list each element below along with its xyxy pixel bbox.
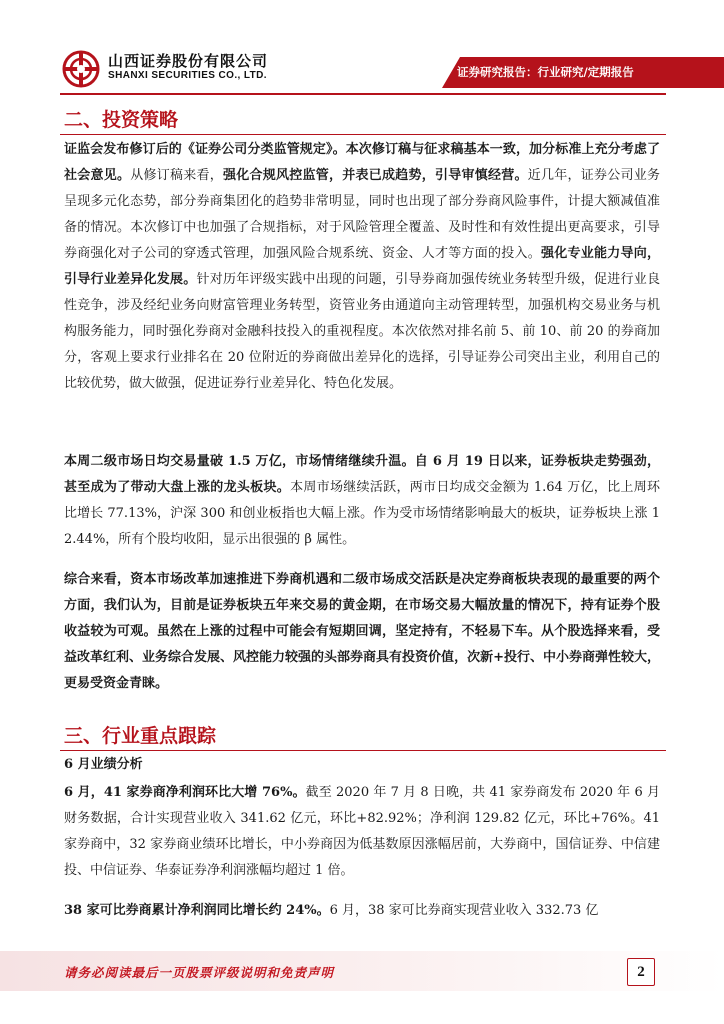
page-header	[0, 0, 724, 100]
section-heading-tracking: 三、行业重点跟踪	[64, 725, 217, 747]
footer-disclaimer: 请务必阅读最后一页股票评级说明和免责声明	[64, 965, 335, 980]
paragraph-regulation	[64, 137, 660, 397]
text-bold: 本周二级市场日均交易量破 1.5 万亿，市场情绪继续升温。自 6 月 19 日以来，证券板块走势强劲，甚至成为了带动大盘上涨的龙头板块。	[64, 454, 660, 495]
text-bold: 38 家可比券商累计净利润同比增长约 24%。	[64, 903, 330, 918]
shanxi-securities-logo-icon	[60, 48, 102, 90]
header-divider	[60, 93, 666, 95]
section-divider	[60, 750, 666, 751]
text: 从修订稿来看，	[130, 168, 223, 183]
company-name-en: SHANXI SECURITIES CO., LTD.	[108, 70, 267, 81]
company-name-cn: 山西证券股份有限公司	[108, 52, 269, 70]
text-bold: 综合来看，资本市场改革加速推进下券商机遇和二级市场成交活跃是决定券商板块表现的最重要的两个方面，我们认为，目前是证券板块五年来交易的黄金期，在市场交易大幅放量的情况下，持有证券个股收益较为可观。虽然在上涨的过程中可能会有短期回调，坚定持有，不轻易下车。从个股选择来看，受益改革红利、业务综合发展、风控能力较强的头部券商具有投资价值，次新+投行、中小券商弹性较大，更易受资金青睐。	[64, 572, 660, 691]
paragraph-june-monthly	[64, 780, 660, 884]
text: 6 月，38 家可比券商实现营业收入 332.73 亿	[329, 903, 599, 918]
text-bold: 强化合规风控监管，并表已成趋势，引导审慎经营。	[223, 168, 528, 183]
section-heading-strategy: 二、投资策略	[64, 109, 179, 131]
paragraph-cumulative	[64, 898, 660, 924]
text: 截至 2020 年 7 月 8 日晚，共 41 家券商发布 2020 年 6 月财务数据，合计实现营业收入 341.62 亿元，环比+82.92%；净利润 129.82 亿元，环比+76%。41 家券商中，32 家券商业绩环比增长，中小券商因为低基数原因涨幅居前，大券商中，国信证券、中信建投、中信证券、华泰证券净利润涨幅均超过 1 倍。	[64, 785, 660, 878]
paragraph-market	[64, 449, 660, 553]
text-bold: 强化专业能力导向，引导行业差异化发展。	[64, 246, 660, 287]
text-bold: 6 月，41 家券商净利润环比大增 76%。	[64, 785, 306, 800]
text-bold: 证监会发布修订后的《证券公司分类监管规定》。本次修订稿与征求稿基本一致，加分标准上充分考虑了社会意见。	[64, 142, 660, 183]
report-type-label: 证券研究报告：行业研究/定期报告	[457, 65, 634, 79]
page-number: 2	[627, 958, 655, 986]
paragraph-summary	[64, 567, 660, 697]
text: 针对历年评级实践中出现的问题，引导券商加强传统业务转型升级，促进行业良性竞争，涉及经纪业务向财富管理业务转型，资管业务由通道向主动管理转型，加强机构交易业务与机构服务能力，同时强化券商对金融科技投入的重视程度。本次依然对排名前 5、前 10、前 20 的券商加分，客观上要求行业排名在 20 位附近的券商做出差异化的选择，引导证券公司突出主业，利用自己的比较优势，做大做强，促进证券行业差异化、特色化发展。	[64, 272, 660, 391]
text: 近几年，证券公司业务呈现多元化态势，部分券商集团化的趋势非常明显，同时也出现了部分券商风险事件，计提大额减值准备的情况。本次修订中也加强了合规指标，对于风险管理全覆盖、及时性和有效性提出更高要求，引导券商强化对子公司的穿透式管理，加强风险合规系统、资金、人才等方面的投入。	[64, 168, 660, 261]
subheading-june-results: 6 月业绩分析	[64, 757, 143, 772]
text: 本周市场继续活跃，两市日均成交金额为 1.64 万亿，比上周环比增长 77.13%，沪深 300 和创业板指也大幅上涨。作为受市场情绪影响最大的板块，证券板块上涨 12.44%，所有个股均收阳，显示出很强的 β 属性。	[64, 480, 660, 547]
section-divider	[60, 134, 666, 135]
